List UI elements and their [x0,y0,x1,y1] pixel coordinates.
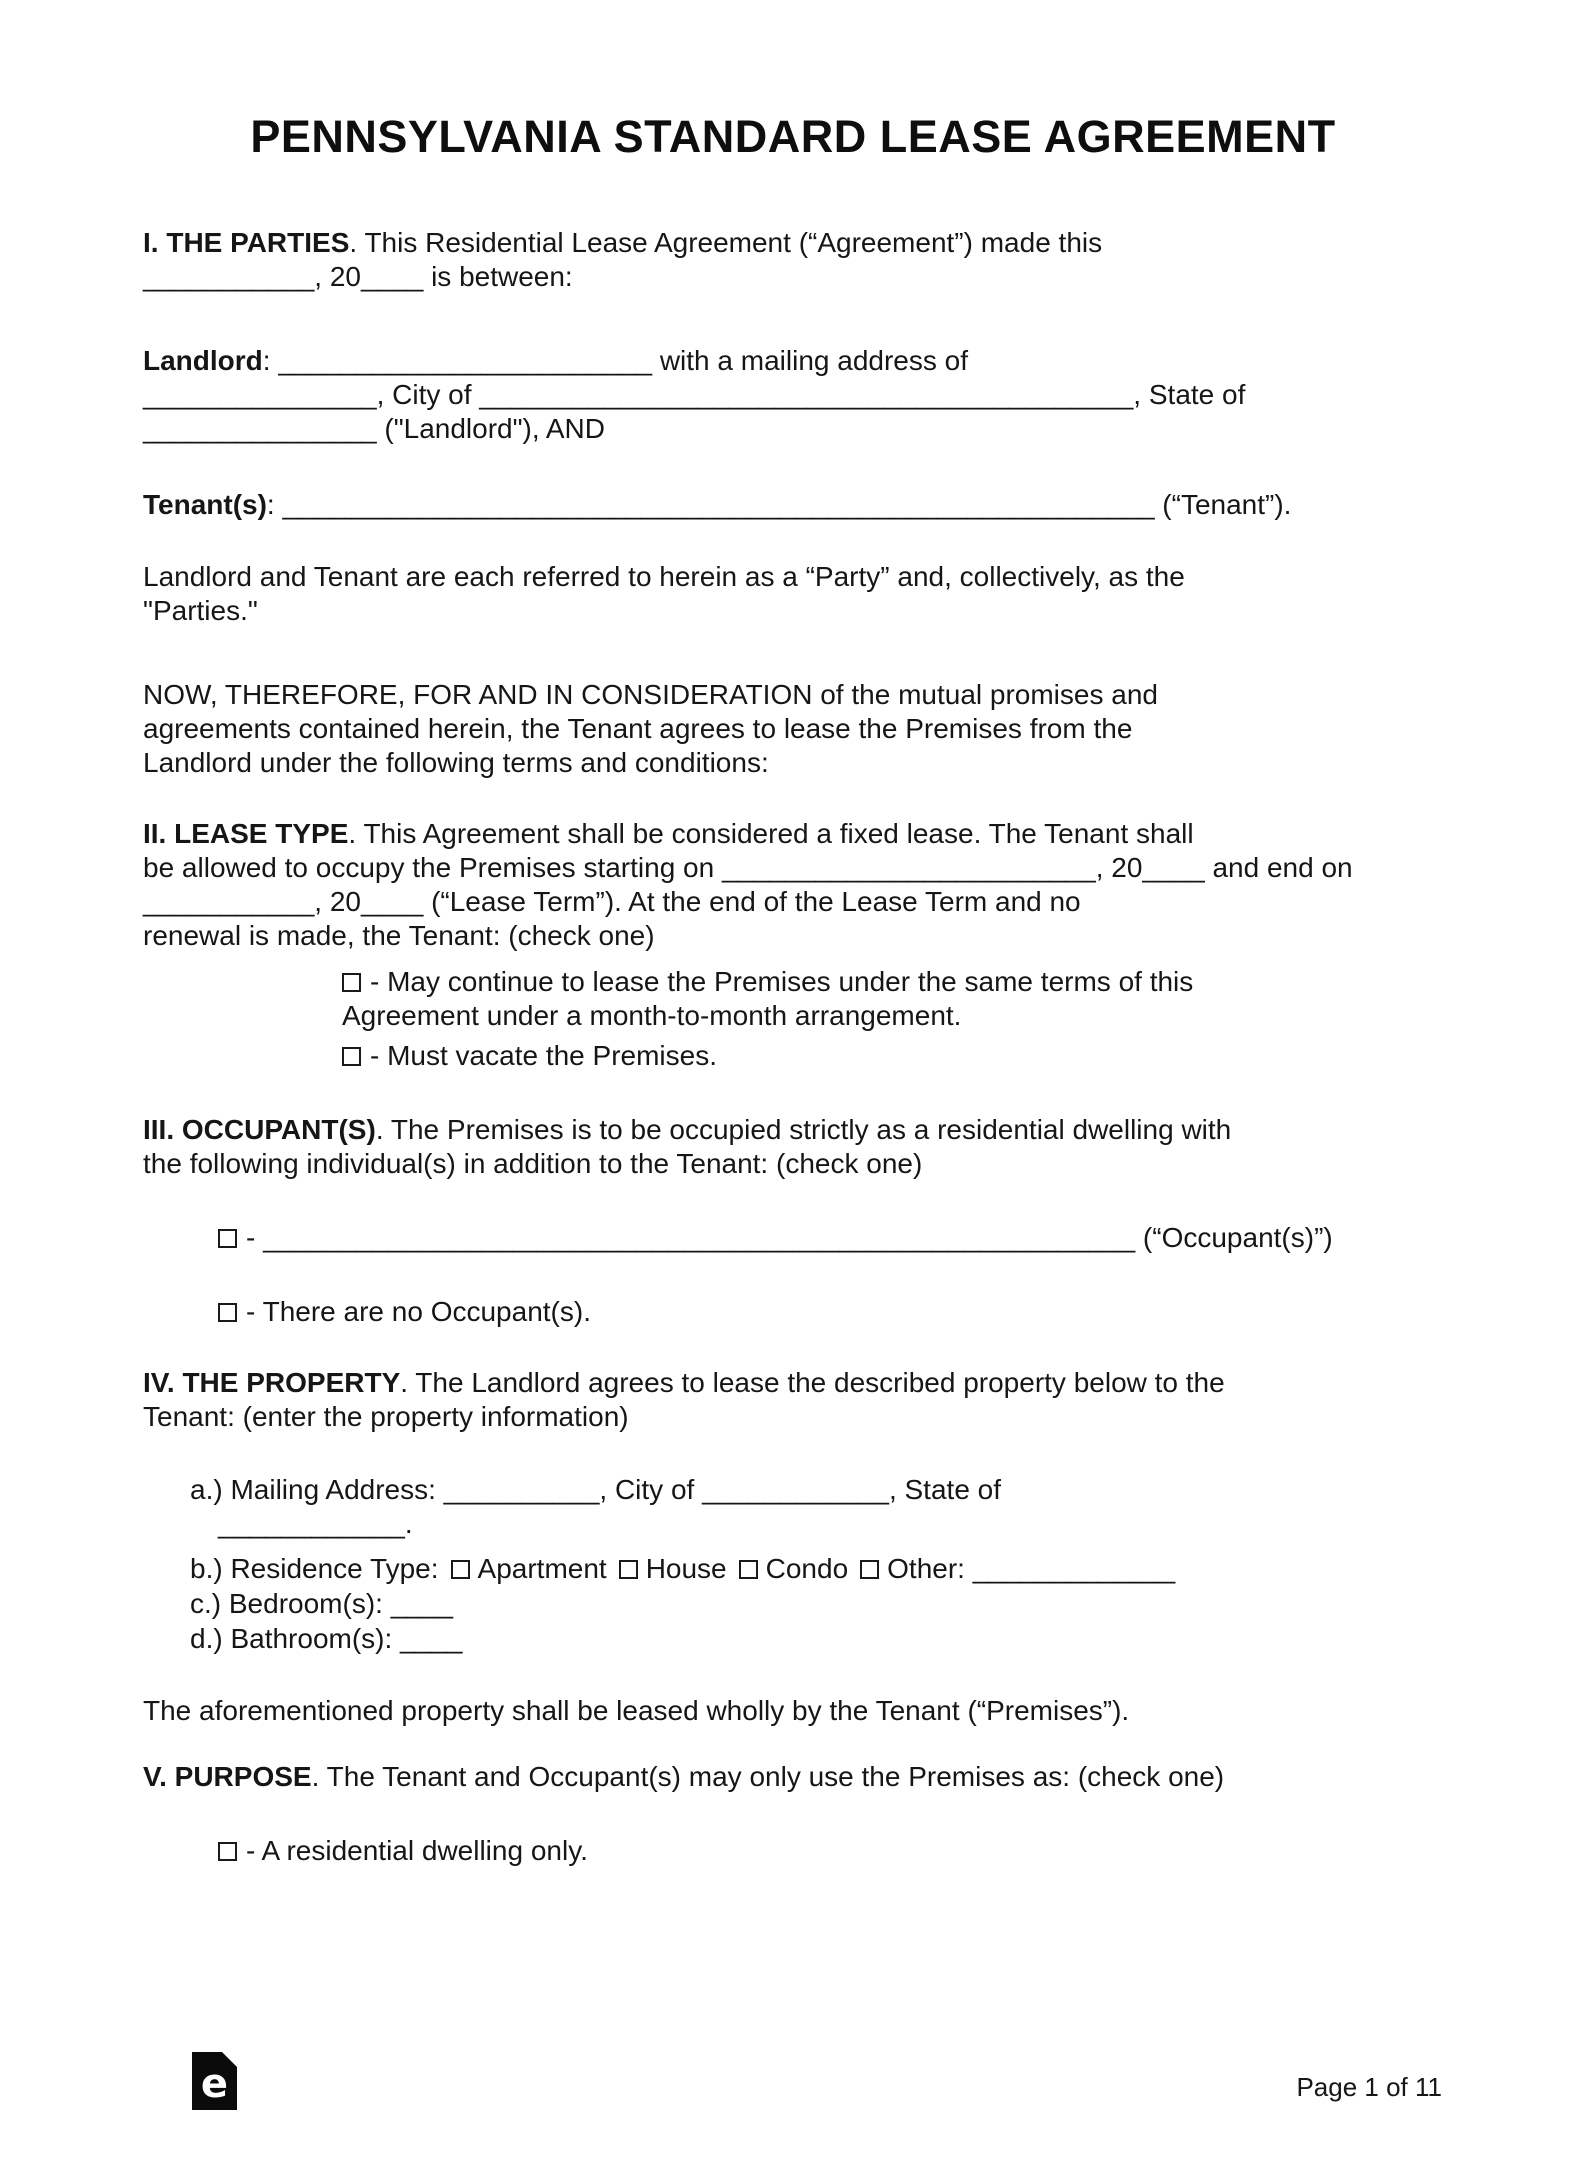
lease-type-heading: II. LEASE TYPE [143,818,349,849]
parties-note: Landlord and Tenant are each referred to herein as a “Party” and, collectively, as the "Parties." [143,561,1185,626]
parties-line: I. THE PARTIES. This Residential Lease Agreement (“Agreement”) made this [143,227,1103,258]
section-tenant [143,488,1443,522]
property-item-mailing-address: a.) Mailing Address: __________, City of ____________, State of ____________. [190,1474,1002,1539]
section-parties [143,226,1443,294]
checkbox-purpose-residential[interactable] [218,1842,237,1861]
property-items [190,1473,1443,1656]
section-lease-type: II. LEASE TYPE. This Agreement shall be considered a fixed lease. The Tenant shall be allowed to occupy the Premises starting on ________________________, 20____ and end on ___________, 20____ (“Lease Term”). At the end of the Lease Term and no renewal is made, the Tenant: (check one) [143,818,1353,951]
document-page [0,110,1583,1868]
checkbox-occupants-named[interactable] [218,1229,237,1248]
purpose-option-residential: - A residential dwelling only. [218,1834,1443,1868]
section-occupants: III. OCCUPANT(S). The Premises is to be occupied strictly as a residential dwelling with the following individual(s) in addition to the Tenant: (check one) [143,1114,1232,1179]
property-item-residence-type: b.) Residence Type: Apartment House Condo Other: _____________ [190,1553,1176,1584]
occupants-heading: III. OCCUPANT(S) [143,1114,376,1145]
checkbox-residence-house[interactable] [619,1560,638,1579]
tenant-line: Tenant(s): ________________________________________________________ (“Tenant”). [143,489,1292,520]
parties-line: ___________, 20____ is between: [143,261,573,292]
purpose-heading: V. PURPOSE [143,1761,312,1792]
tenant-heading: Tenant(s) [143,489,267,520]
checkbox-residence-other[interactable] [860,1560,879,1579]
landlord-line: _______________ ("Landlord"), AND [143,413,605,444]
property-note: The aforementioned property shall be leased wholly by the Tenant (“Premises”). [143,1695,1130,1726]
consideration-clause: NOW, THEREFORE, FOR AND IN CONSIDERATION of the mutual promises and agreements contained herein, the Tenant agrees to lease the Premises from the Landlord under the following terms and conditions: [143,679,1158,778]
checkbox-occupants-none[interactable] [218,1303,237,1322]
checkbox-lease-continue[interactable] [342,973,361,992]
landlord-line: _______________, City of __________________________________________, State of [143,379,1246,410]
property-heading: IV. THE PROPERTY [143,1367,401,1398]
checkbox-residence-condo[interactable] [739,1560,758,1579]
eforms-logo-icon [192,2052,237,2110]
occupants-option-named: - ________________________________________________________ (“Occupant(s)”) [218,1221,1443,1255]
section-landlord [143,344,1443,446]
eforms-logo-letter: e [200,2061,229,2107]
page-number-label: Page 1 of 11 [1296,2072,1442,2102]
landlord-heading: Landlord [143,345,263,376]
parties-heading: I. THE PARTIES [143,227,350,258]
landlord-line: Landlord: ________________________ with a mailing address of [143,345,968,376]
lease-option-vacate: - Must vacate the Premises. [342,1039,1443,1073]
property-item-bedrooms: c.) Bedroom(s): ____ [190,1588,453,1619]
document-title: PENNSYLVANIA STANDARD LEASE AGREEMENT [250,111,1336,162]
section-property: IV. THE PROPERTY. The Landlord agrees to lease the described property below to the Tenant: (enter the property information) [143,1367,1225,1432]
property-item-bathrooms: d.) Bathroom(s): ____ [190,1623,463,1654]
checkbox-lease-vacate[interactable] [342,1047,361,1066]
checkbox-residence-apartment[interactable] [451,1560,470,1579]
lease-option-month-to-month: - May continue to lease the Premises under the same terms of this Agreement under a month-to-month arrangement. [342,966,1194,1031]
section-purpose: V. PURPOSE. The Tenant and Occupant(s) may only use the Premises as: (check one) [143,1761,1225,1792]
occupants-option-none: - There are no Occupant(s). [218,1295,1443,1329]
